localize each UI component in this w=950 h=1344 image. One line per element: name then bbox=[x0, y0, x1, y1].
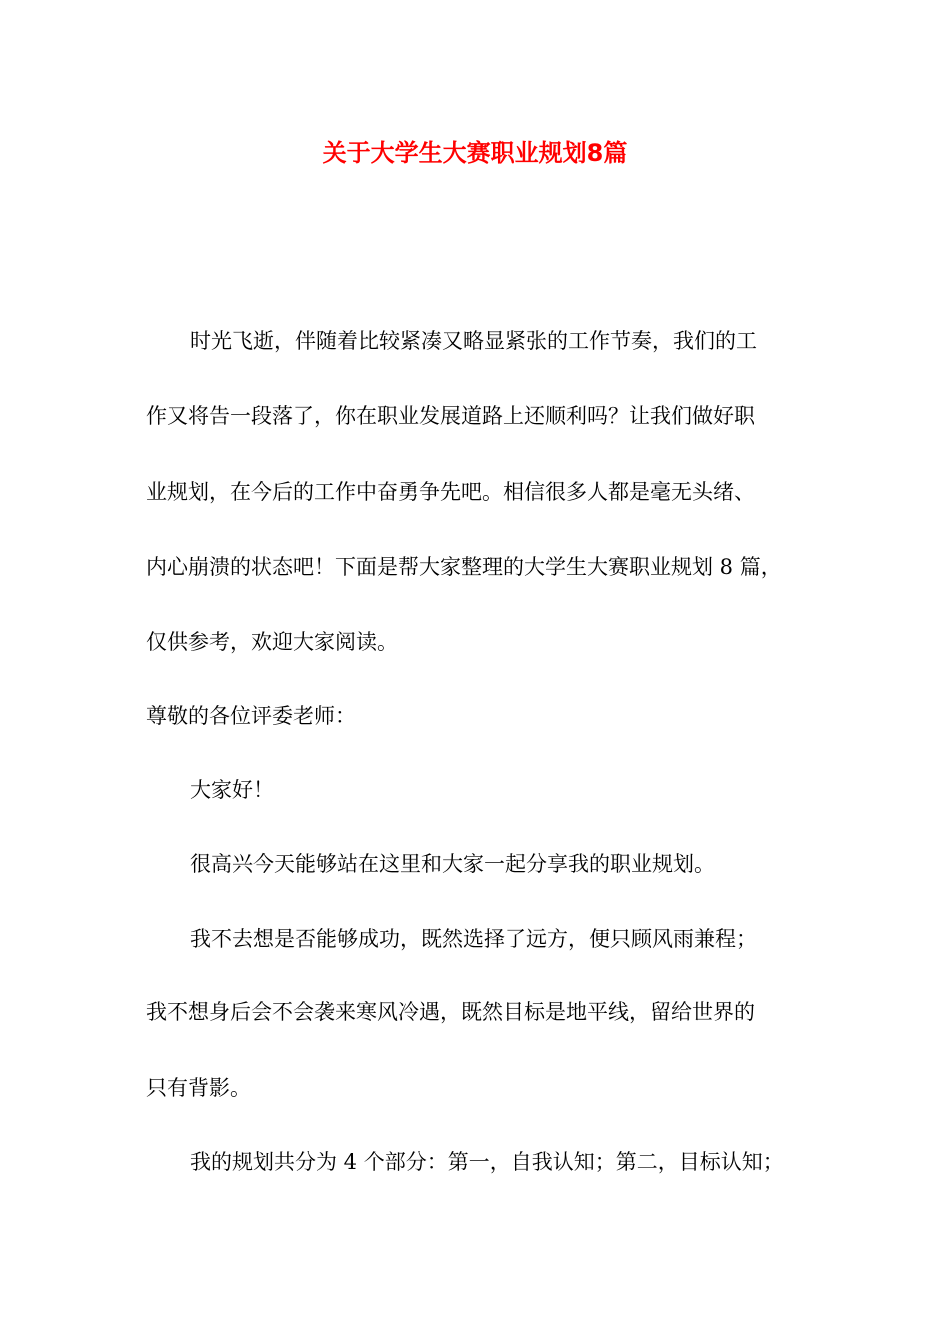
document-title: 关于大学生大赛职业规划8篇 bbox=[322, 139, 628, 167]
salutation-line: 尊敬的各位评委老师： bbox=[146, 704, 356, 728]
paragraph-line: 我不想身后会不会袭来寒风冷遇，既然目标是地平线，留给世界的 bbox=[146, 1000, 755, 1024]
paragraph-line: 很高兴今天能够站在这里和大家一起分享我的职业规划。 bbox=[190, 852, 715, 876]
paragraph-line: 我不去想是否能够成功，既然选择了远方，便只顾风雨兼程； bbox=[190, 927, 757, 951]
paragraph-line: 时光飞逝，伴随着比较紧凑又略显紧张的工作节奏，我们的工 bbox=[190, 329, 757, 353]
paragraph-line: 仅供参考，欢迎大家阅读。 bbox=[146, 630, 398, 654]
paragraph-line: 我的规划共分为 4 个部分：第一，自我认知；第二，目标认知； bbox=[190, 1150, 784, 1174]
paragraph-line: 只有背影。 bbox=[146, 1076, 251, 1100]
paragraph-line: 业规划，在今后的工作中奋勇争先吧。相信很多人都是毫无头绪、 bbox=[146, 480, 755, 504]
paragraph-line: 内心崩溃的状态吧！下面是帮大家整理的大学生大赛职业规划 8 篇， bbox=[146, 555, 782, 579]
greeting-line: 大家好！ bbox=[190, 778, 274, 802]
paragraph-line: 作又将告一段落了，你在职业发展道路上还顺利吗？让我们做好职 bbox=[146, 404, 755, 428]
